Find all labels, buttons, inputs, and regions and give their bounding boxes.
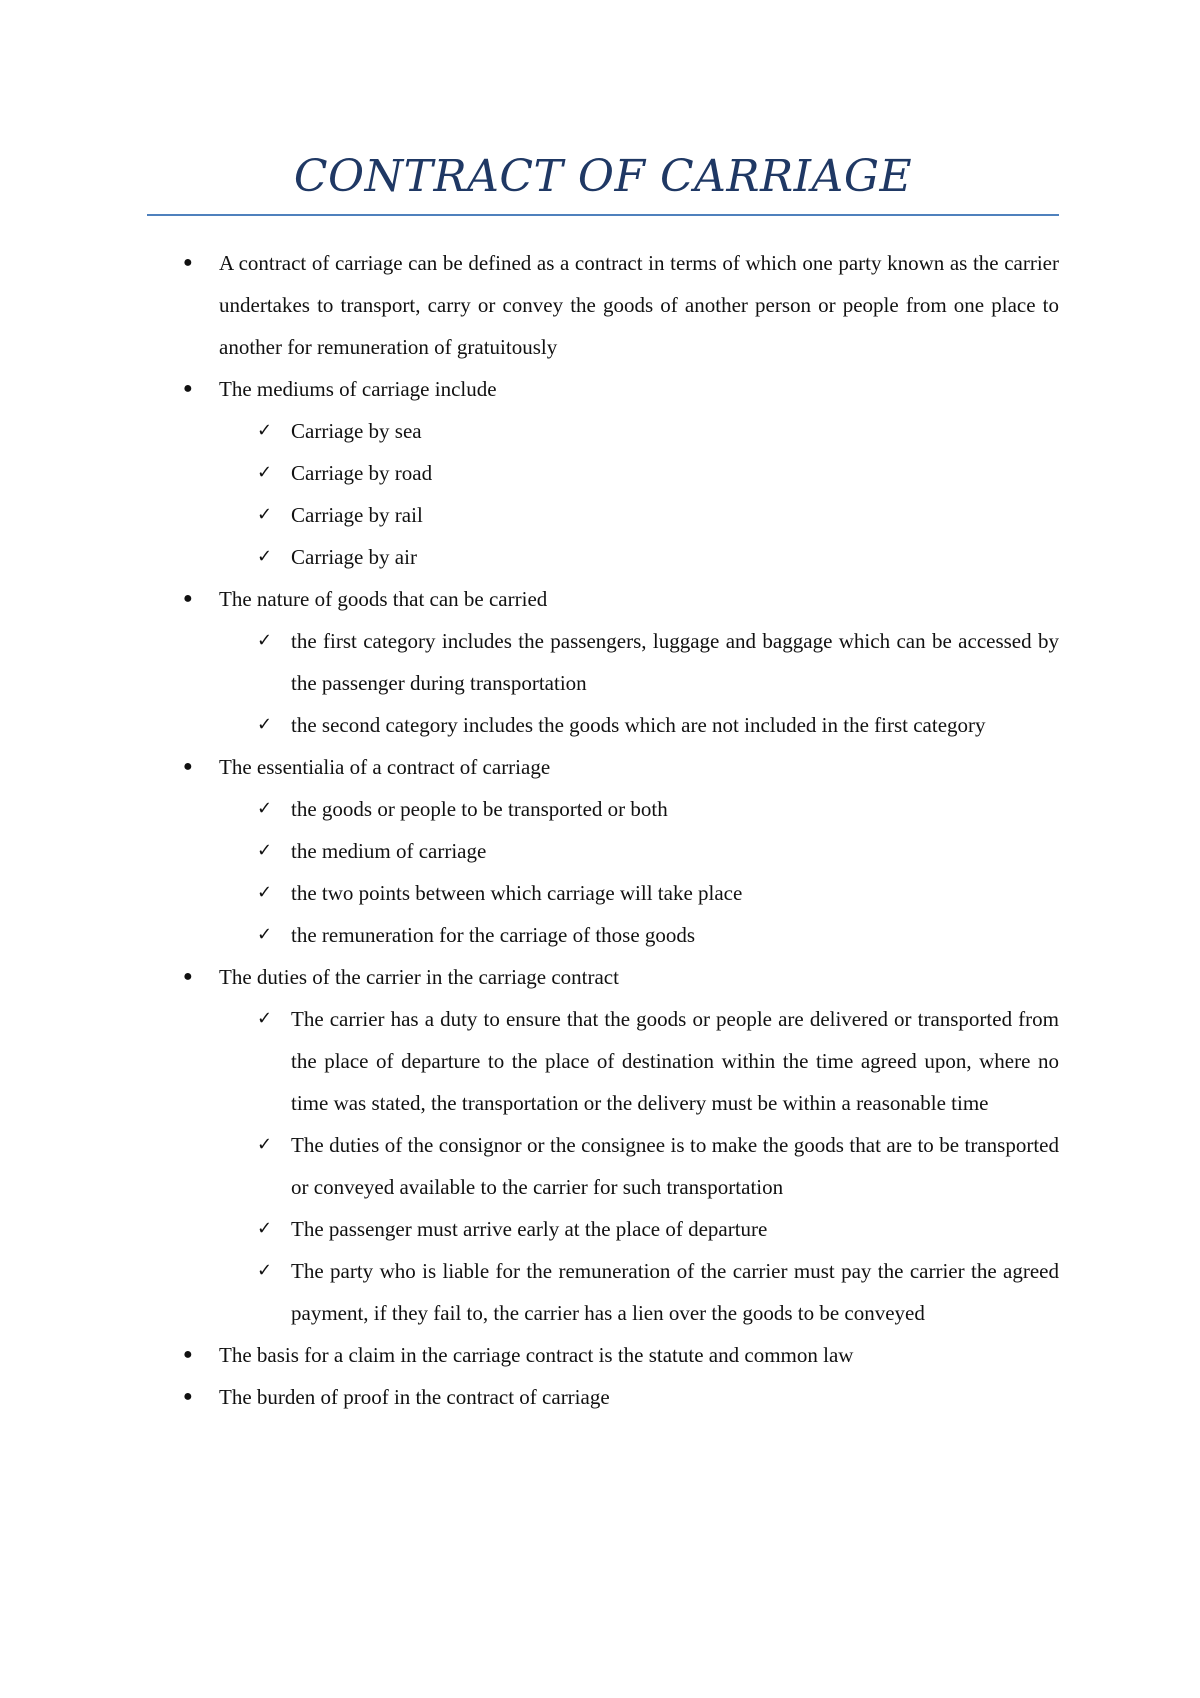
check-mark-icon: ✓	[257, 840, 273, 861]
check-item-text: Carriage by rail	[291, 503, 423, 527]
check-item-text: the remuneration for the carriage of those goods	[291, 923, 696, 947]
title-container	[147, 148, 1059, 206]
bullet-item-text: The mediums of carriage include	[219, 377, 497, 401]
check-item	[219, 536, 1059, 578]
document-title: CONTRACT OF CARRIAGE	[293, 151, 913, 202]
check-item-text: the two points between which carriage will take place	[291, 881, 743, 905]
bullet-item	[147, 242, 1059, 368]
check-item	[219, 704, 1059, 746]
check-sublist	[219, 620, 1059, 746]
bullet-item	[147, 746, 1059, 956]
check-item-text: the medium of carriage	[291, 839, 487, 863]
check-item	[219, 1208, 1059, 1250]
check-item-text: Carriage by road	[291, 461, 433, 485]
check-sublist	[219, 788, 1059, 956]
bullet-item-text: The burden of proof in the contract of carriage	[219, 1385, 610, 1409]
bullet-item	[147, 956, 1059, 1334]
bullet-item-text: A contract of carriage can be defined as a contract in terms of which one party known as the carrier undertakes to transport, carry or convey the goods of another person or people from one place to another for remuneration of gratuitously	[219, 251, 1059, 359]
check-item	[219, 872, 1059, 914]
check-item-text: The party who is liable for the remuneration of the carrier must pay the carrier the agreed payment, if they fail to, the carrier has a lien over the goods to be conveyed	[291, 1259, 1059, 1325]
check-item-text: Carriage by sea	[291, 419, 422, 443]
bullet-item	[147, 1334, 1059, 1376]
bullet-dot-icon: ●	[183, 758, 193, 775]
bullet-dot-icon: ●	[183, 968, 193, 985]
check-mark-icon: ✓	[257, 1218, 273, 1239]
check-item-text: The passenger must arrive early at the place of departure	[291, 1217, 768, 1241]
check-mark-icon: ✓	[257, 1134, 273, 1155]
check-item	[219, 998, 1059, 1124]
check-item	[219, 788, 1059, 830]
check-item-text: the second category includes the goods which are not included in the first category	[291, 713, 986, 737]
check-sublist	[219, 410, 1059, 578]
check-item	[219, 1250, 1059, 1334]
check-mark-icon: ✓	[257, 714, 273, 735]
check-item	[219, 410, 1059, 452]
bullet-dot-icon: ●	[183, 590, 193, 607]
main-bullet-list	[147, 242, 1059, 1418]
check-sublist	[219, 998, 1059, 1334]
bullet-dot-icon: ●	[183, 1388, 193, 1405]
check-item	[219, 830, 1059, 872]
bullet-item-text: The essentialia of a contract of carriage	[219, 755, 551, 779]
title-underline	[147, 214, 1059, 216]
bullet-dot-icon: ●	[183, 380, 193, 397]
bullet-item	[147, 578, 1059, 746]
bullet-item	[147, 1376, 1059, 1418]
check-item-text: the first category includes the passengers, luggage and baggage which can be accessed by the passenger during transportation	[291, 629, 1059, 695]
bullet-item	[147, 368, 1059, 578]
check-item	[219, 452, 1059, 494]
check-item-text: The carrier has a duty to ensure that the goods or people are delivered or transported from the place of departure to the place of destination within the time agreed upon, where no time was stated, the transportation or the delivery must be within a reasonable time	[291, 1007, 1059, 1115]
document-body	[147, 242, 1059, 1418]
check-item-text: the goods or people to be transported or both	[291, 797, 668, 821]
bullet-dot-icon: ●	[183, 1346, 193, 1363]
check-mark-icon: ✓	[257, 630, 273, 651]
bullet-item-text: The nature of goods that can be carried	[219, 587, 548, 611]
check-item	[219, 620, 1059, 704]
check-mark-icon: ✓	[257, 1008, 273, 1029]
check-mark-icon: ✓	[257, 504, 273, 525]
check-mark-icon: ✓	[257, 798, 273, 819]
check-mark-icon: ✓	[257, 420, 273, 441]
check-mark-icon: ✓	[257, 882, 273, 903]
check-item-text: Carriage by air	[291, 545, 417, 569]
check-mark-icon: ✓	[257, 924, 273, 945]
check-item	[219, 914, 1059, 956]
check-item	[219, 1124, 1059, 1208]
check-mark-icon: ✓	[257, 462, 273, 483]
check-mark-icon: ✓	[257, 546, 273, 567]
bullet-item-text: The basis for a claim in the carriage contract is the statute and common law	[219, 1343, 854, 1367]
check-mark-icon: ✓	[257, 1260, 273, 1281]
check-item-text: The duties of the consignor or the consignee is to make the goods that are to be transported or conveyed available to the carrier for such transportation	[291, 1133, 1059, 1199]
bullet-item-text: The duties of the carrier in the carriage contract	[219, 965, 619, 989]
bullet-dot-icon: ●	[183, 254, 193, 271]
check-item	[219, 494, 1059, 536]
